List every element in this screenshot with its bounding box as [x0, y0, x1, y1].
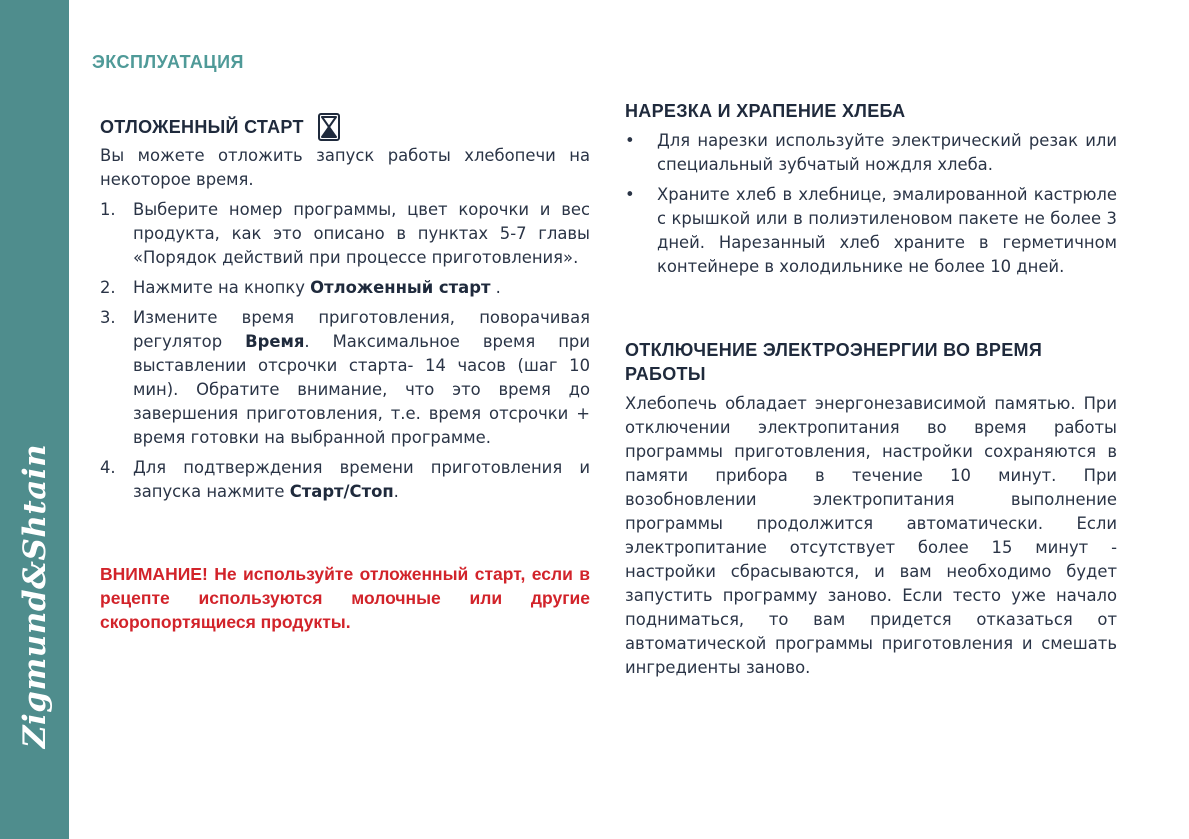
- list-item: [100, 456, 590, 504]
- step-text: Для подтверждения времени приготовления и запуска нажмите: [133, 458, 590, 501]
- power-title: ОТКЛЮЧЕНИЕ ЭЛЕКТРОЭНЕРГИИ ВО ВРЕМЯ РАБОТЫ: [625, 340, 1043, 384]
- list-item: [625, 183, 1117, 279]
- brand-logo: Zigmund&Shtain: [17, 443, 53, 749]
- step-text-end: . Максимальное время при выставлении отсрочки старта- 14 часов (шаг 10 мин). Обратите внимание, что это время до завершения приготовления, т.е. время отсрочки + время готовки на выбранной программе.: [133, 332, 590, 447]
- list-item: [100, 198, 590, 270]
- step-number: 1.: [100, 200, 116, 219]
- step-text: Измените время приготовления, поворачивая регулятор: [133, 308, 590, 351]
- warning-text: ВНИМАНИЕ! Не используйте отложенный старт, если в рецепте используются молочные или другие скоропортящиеся продукты.: [100, 564, 590, 632]
- list-item: [100, 276, 590, 300]
- bread-list: [625, 129, 1117, 285]
- bullet-icon: •: [625, 131, 635, 150]
- list-item: [625, 129, 1117, 177]
- hourglass-icon: [318, 113, 340, 141]
- step-number: 3.: [100, 308, 116, 327]
- step-number: 2.: [100, 278, 116, 297]
- bullet-icon: •: [625, 185, 635, 204]
- delayed-start-heading: [100, 113, 340, 141]
- step-text-end: .: [490, 278, 501, 297]
- button-name-start-stop: Старт/Стоп: [289, 482, 394, 501]
- bread-title: НАРЕЗКА И ХРАПЕНИЕ ХЛЕБА: [625, 101, 906, 121]
- section-label: ЭКСПЛУАТАЦИЯ: [92, 52, 244, 72]
- bullet-text: Для нарезки используйте электрический резак или специальный зубчатый нождля хлеба.: [657, 131, 1117, 174]
- delayed-start-intro: Вы можете отложить запуск работы хлебопечи на некоторое время.: [100, 146, 590, 189]
- step-text-end: .: [393, 482, 399, 501]
- control-name-time: Время: [245, 332, 305, 351]
- list-item: [100, 306, 590, 450]
- delayed-start-title: ОТЛОЖЕННЫЙ СТАРТ: [100, 117, 304, 137]
- side-band: [0, 0, 69, 839]
- delayed-start-steps: [100, 198, 590, 510]
- button-name-delayed-start: Отложенный старт: [310, 278, 491, 297]
- step-number: 4.: [100, 458, 116, 477]
- step-text: Выберите номер программы, цвет корочки и вес продукта, как это описано в пунктах 5-7 главы «Порядок действий при процессе приготовления».: [133, 200, 590, 267]
- power-text: Хлебопечь обладает энергонезависимой памятью. При отключении электропитания во время работы программы приготовления, настройки сохраняются в памяти прибора в течение 10 минут. При возобновлении электропитания выполнение программы продолжится автоматически. Если электропитание отсутствует более 15 минут - настройки сбрасываются, и вам необходимо будет запустить программу заново. Если тесто уже начало подниматься, то вам придется отказаться от автоматической программы приготовления и смешать ингредиенты заново.: [625, 394, 1117, 677]
- step-text: Нажмите на кнопку: [133, 278, 311, 297]
- bullet-text: Храните хлеб в хлебнице, эмалированной кастрюле с крышкой или в полиэтиленовом пакете не более 3 дней. Нарезанный хлеб храните в герметичном контейнере в холодильнике не более 10 дней.: [657, 185, 1117, 276]
